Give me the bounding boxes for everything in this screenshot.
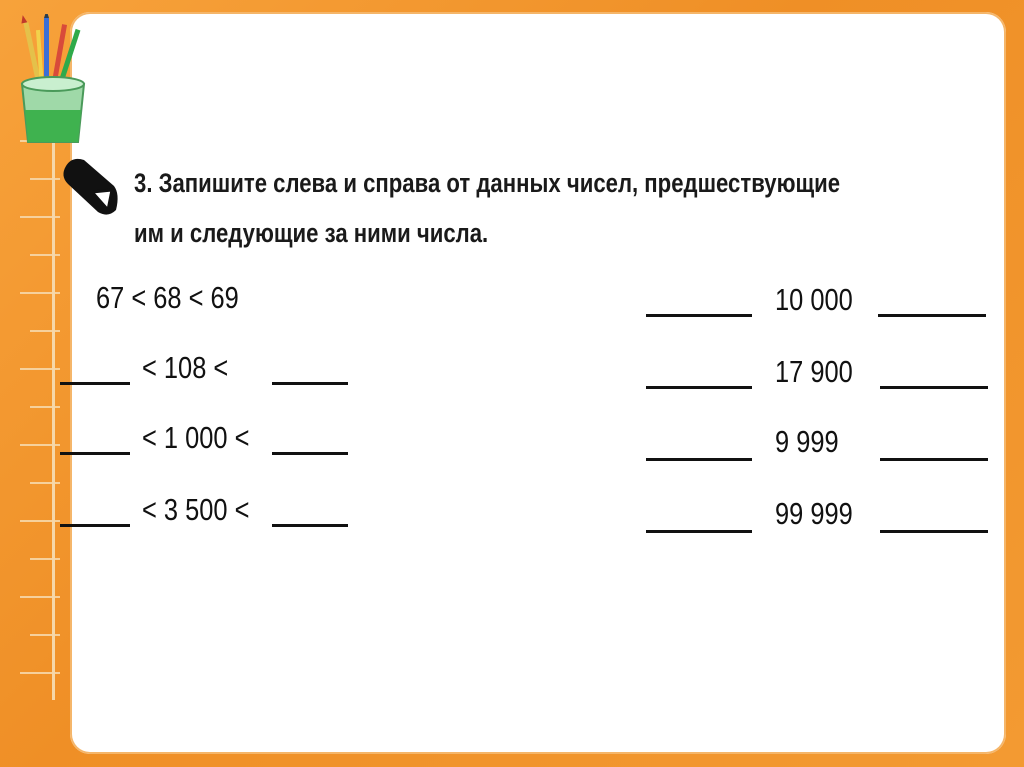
ruler-tick: [20, 672, 60, 674]
ruler-tick: [20, 368, 60, 370]
answer-blank[interactable]: [60, 524, 130, 527]
ruler-tick: [30, 634, 60, 636]
given-number: 10 000: [775, 282, 853, 317]
answer-blank[interactable]: [880, 530, 988, 533]
ruler-decoration: [0, 120, 60, 700]
given-number: 1 000: [163, 420, 228, 455]
ruler-tick: [30, 178, 60, 180]
ruler-tick: [20, 520, 60, 522]
answer-blank[interactable]: [272, 452, 348, 455]
answer-blank[interactable]: [272, 382, 348, 385]
ruler-tick: [30, 254, 60, 256]
given-number: 9 999: [775, 424, 839, 459]
given-number: 99 999: [775, 496, 853, 531]
comparison-row-2: [142, 420, 249, 456]
less-than-sign: <: [142, 350, 157, 385]
answer-blank[interactable]: [60, 452, 130, 455]
answer-blank[interactable]: [646, 386, 752, 389]
answer-blank[interactable]: [646, 314, 752, 317]
answer-blank[interactable]: [60, 382, 130, 385]
pencil-cup-icon: [8, 14, 98, 144]
answer-blank[interactable]: [646, 458, 752, 461]
ruler-tick: [30, 406, 60, 408]
task-line-2: им и следующие за ними числа.: [134, 218, 489, 248]
task-line-1: 3. Запишите слева и справа от данных чисел, предшествующие: [134, 168, 841, 198]
answer-blank[interactable]: [272, 524, 348, 527]
answer-blank[interactable]: [878, 314, 986, 317]
less-than-sign: <: [213, 350, 229, 385]
ruler-line: [52, 120, 55, 700]
less-than-sign: <: [234, 420, 250, 455]
answer-blank[interactable]: [646, 530, 752, 533]
ruler-tick: [20, 292, 60, 294]
answer-blank[interactable]: [880, 386, 988, 389]
ruler-tick: [20, 216, 60, 218]
ruler-tick: [20, 596, 60, 598]
pencil-tip-icon: [58, 152, 128, 222]
comparison-row-3: [142, 492, 249, 528]
given-number: 108: [163, 350, 207, 385]
given-number: 17 900: [775, 354, 853, 389]
ruler-tick: [30, 330, 60, 332]
ruler-tick: [30, 558, 60, 560]
ruler-tick: [30, 482, 60, 484]
comparison-row-1: [142, 350, 228, 386]
less-than-sign: <: [142, 492, 157, 527]
task-statement: [134, 158, 847, 258]
example-expression: 67 < 68 < 69: [96, 280, 239, 315]
ruler-tick: [20, 444, 60, 446]
answer-blank[interactable]: [880, 458, 988, 461]
less-than-sign: <: [142, 420, 157, 455]
less-than-sign: <: [234, 492, 250, 527]
given-number: 3 500: [163, 492, 228, 527]
